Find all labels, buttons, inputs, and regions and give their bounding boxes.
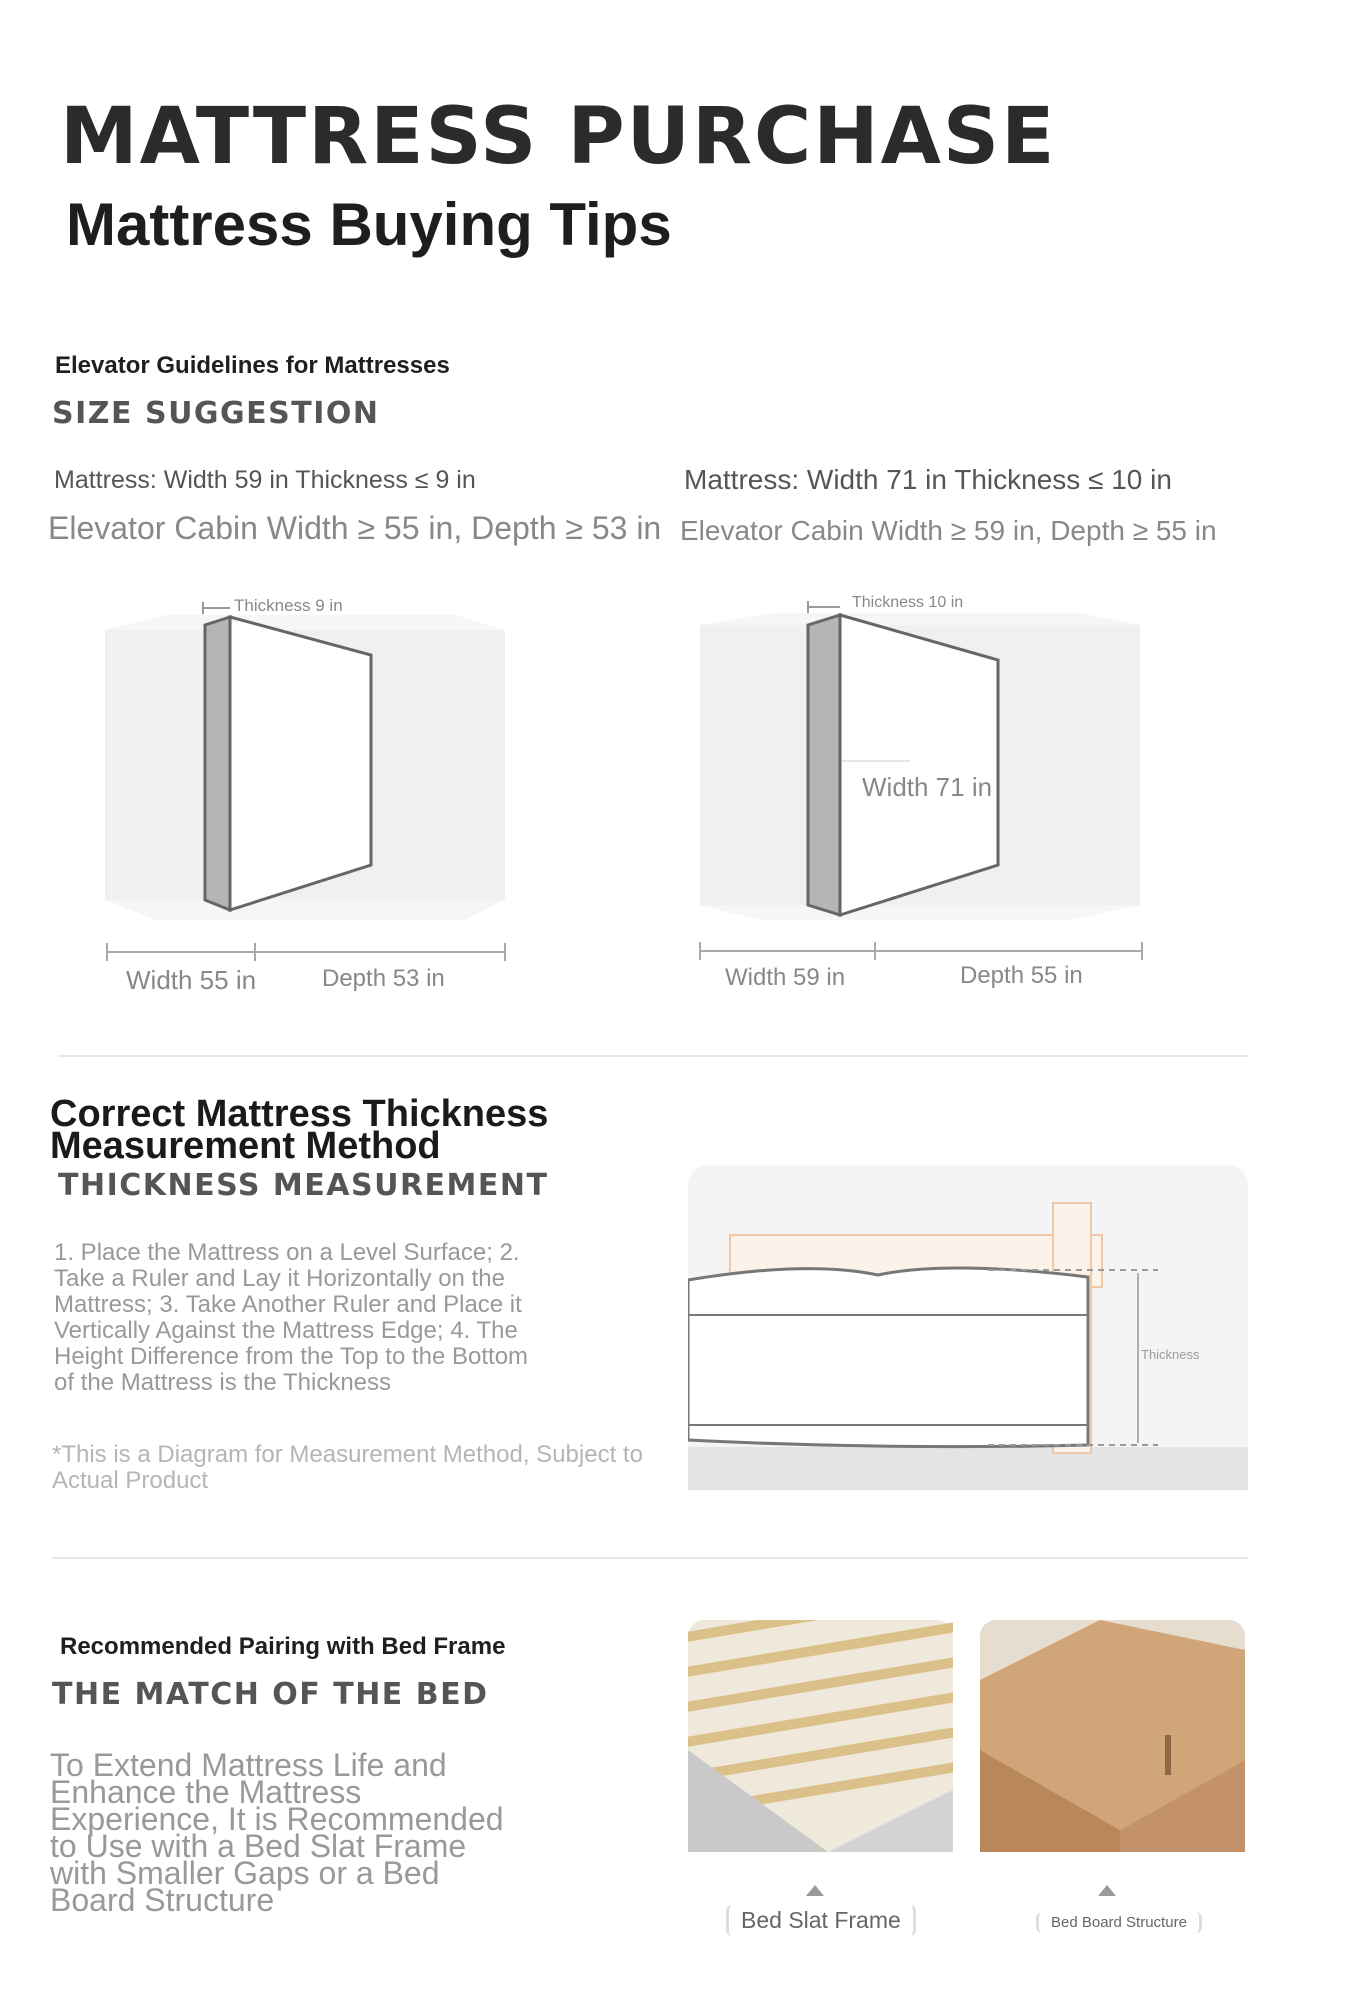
bed-body: To Extend Mattress Life and Enhance the Mattress Experience, It is Recommended to Use with a Bed Slat Frame with Smaller Gaps or a Bed Board Structure [50, 1747, 504, 1918]
bed-match-caps: THE MATCH OF THE BED [52, 1677, 489, 1712]
left-mattress-spec: Mattress: Width 59 in Thickness ≤ 9 in [54, 466, 476, 494]
elevator-diagram-left [95, 575, 525, 965]
right-width-label: Width 59 in [725, 964, 846, 991]
right-mattress-width-label: Width 71 in [862, 772, 993, 802]
thickness-heading: Correct Mattress Thickness Measurement Method [50, 1093, 549, 1167]
right-thickness-label: Thickness 10 in [852, 594, 964, 611]
bed-slat-frame-image [688, 1620, 953, 1852]
left-cabin-spec: Elevator Cabin Width ≥ 55 in, Depth ≥ 53 in [48, 510, 662, 546]
thickness-diagram-label: Thickness [1141, 1347, 1200, 1362]
bed-board-arrow-icon [1098, 1885, 1116, 1896]
thickness-diagram [688, 1165, 1248, 1490]
right-mattress-spec: Mattress: Width 71 in Thickness ≤ 10 in [684, 464, 1172, 495]
divider-1 [58, 1055, 1248, 1057]
bed-slat-frame-label: Bed Slat Frame [726, 1905, 916, 1936]
elevator-heading: Elevator Guidelines for Mattresses [55, 352, 450, 379]
divider-2 [52, 1557, 1248, 1559]
bed-board-structure-label: Bed Board Structure [1036, 1912, 1202, 1933]
left-depth-label: Depth 53 in [322, 965, 445, 992]
bed-board-structure-image [980, 1620, 1245, 1852]
right-depth-label: Depth 55 in [960, 962, 1083, 989]
thickness-note: *This is a Diagram for Measurement Method, Subject to Actual Product [52, 1441, 643, 1494]
thickness-caps: THICKNESS MEASUREMENT [58, 1168, 549, 1203]
size-suggestion-caps: SIZE SUGGESTION [52, 396, 380, 431]
page-subtitle: Mattress Buying Tips [66, 191, 672, 258]
right-cabin-spec: Elevator Cabin Width ≥ 59 in, Depth ≥ 55 in [680, 515, 1217, 546]
page-title: MATTRESS PURCHASE [60, 92, 1057, 182]
elevator-diagram-right [690, 575, 1150, 965]
left-thickness-label: Thickness 9 in [234, 596, 343, 615]
bed-slat-arrow-icon [806, 1885, 824, 1896]
thickness-steps: 1. Place the Mattress on a Level Surface; 2. Take a Ruler and Lay it Horizontally on the Mattress; 3. Take Another Ruler and Place it Vertically Against the Mattress Edge; 4. The Height Difference from the Top to the Bottom of the Mattress is the Thickness [54, 1239, 529, 1396]
left-width-label: Width 55 in [126, 965, 257, 995]
bed-heading: Recommended Pairing with Bed Frame [60, 1633, 506, 1660]
